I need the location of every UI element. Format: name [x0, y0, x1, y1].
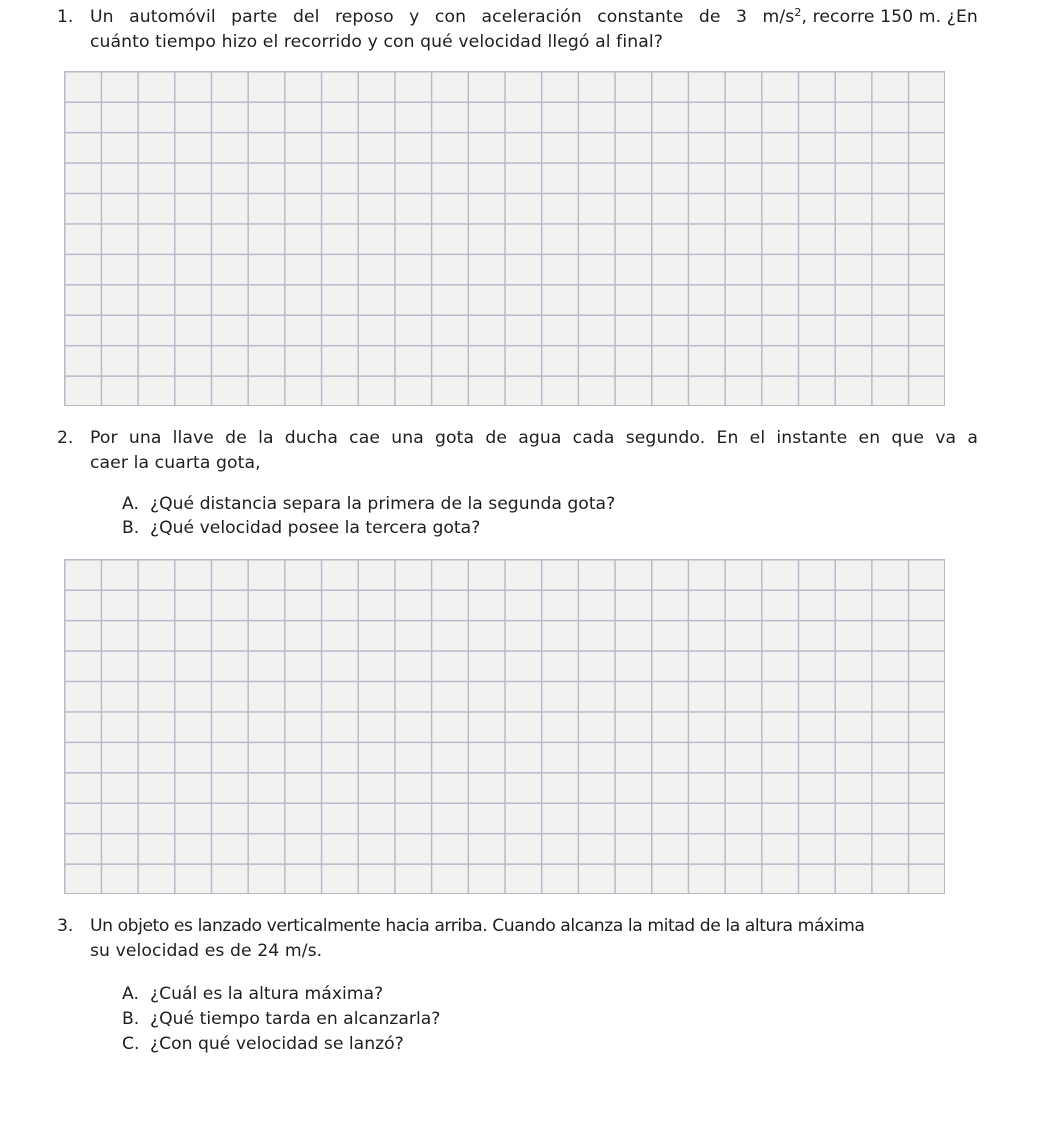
question-3-item-b: B. ¿Qué tiempo tarda en alcanzarla? — [122, 1009, 441, 1029]
question-2-item-a: A. ¿Qué distancia separa la primera de la segunda gota? — [122, 494, 616, 514]
question-1-line-2: cuánto tiempo hizo el recorrido y con qué velocidad llegó al final? — [90, 32, 663, 52]
question-3-item-c: C. ¿Con qué velocidad se lanzó? — [122, 1034, 404, 1054]
question-3-number: 3. — [57, 916, 74, 936]
question-2-number: 2. — [57, 428, 74, 448]
question-3-line-1: Un objeto es lanzado verticalmente hacia arriba. Cuando alcanza la mitad de la altura máxima — [90, 916, 865, 936]
question-2-line-1: Por una llave de la ducha cae una gota de agua cada segundo. En el instante en que va a — [90, 428, 978, 448]
question-1-number: 1. — [57, 7, 74, 27]
answer-grid-2 — [64, 559, 945, 894]
answer-grid-1 — [64, 71, 945, 406]
question-2-line-2: caer la cuarta gota, — [90, 453, 261, 473]
question-1-line-1: Un automóvil parte del reposo y con aceleración constante de 3 $m/s^2$, recorre 150 m. ¿En — [90, 6, 978, 27]
question-3-line-2: su velocidad es de 24 m/s. — [90, 941, 323, 961]
question-3-item-a: A. ¿Cuál es la altura máxima? — [122, 984, 384, 1004]
question-2-item-b: B. ¿Qué velocidad posee la tercera gota? — [122, 518, 481, 538]
acceleration-unit: $m/s^2$, recorre 150 m. ¿En — [762, 6, 978, 27]
